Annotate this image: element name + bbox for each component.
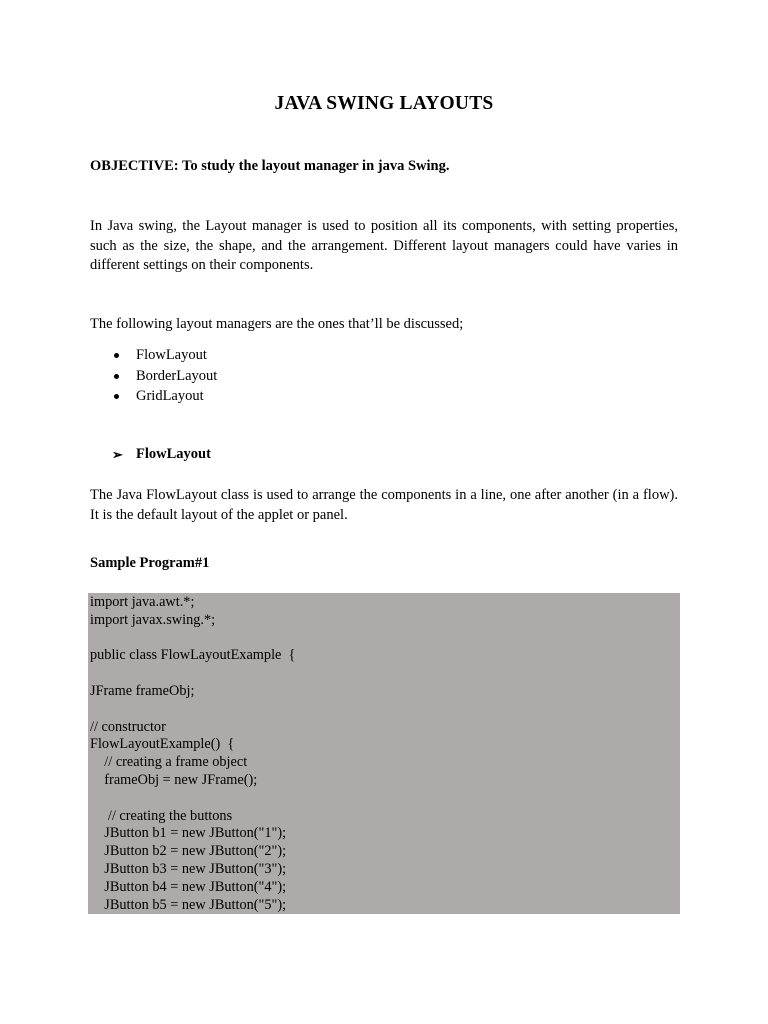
code-line [90, 665, 680, 683]
code-line: JButton b4 = new JButton("4"); [90, 878, 287, 895]
objective-heading: OBJECTIVE: To study the layout manager in java Swing. [90, 158, 450, 174]
list-item [90, 345, 217, 366]
code-line [90, 630, 680, 648]
flowlayout-description: The Java FlowLayout class is used to arrange the components in a line, one after another (in a flow). It is the default layout of the applet or panel. [90, 487, 678, 523]
code-line: JButton b3 = new JButton("3"); [90, 860, 287, 877]
list-item-label: BorderLayout [136, 367, 218, 384]
code-line: JButton b1 = new JButton("1"); [90, 825, 287, 842]
code-line: import javax.swing.*; [90, 611, 216, 628]
list-item-label: GridLayout [136, 388, 204, 404]
flowlayout-heading [112, 446, 211, 463]
code-line: // creating a frame object [90, 754, 248, 771]
code-line: // constructor [90, 718, 166, 735]
list-item [90, 366, 217, 387]
code-line: FlowLayoutExample() { [90, 736, 235, 753]
code-line: public class FlowLayoutExample { [90, 647, 296, 664]
code-line: JFrame frameObj; [90, 682, 195, 699]
code-line [90, 790, 680, 808]
code-line: import java.awt.*; [90, 594, 195, 610]
code-line: JButton b2 = new JButton("2"); [90, 843, 287, 860]
bullet-dot-icon [114, 353, 119, 358]
code-line: frameObj = new JFrame(); [90, 771, 258, 788]
code-line: JButton b5 = new JButton("5"); [90, 896, 287, 913]
code-line: // creating the buttons [90, 807, 233, 824]
arrowhead-icon: ➢ [112, 446, 123, 462]
bullet-dot-icon [114, 374, 119, 379]
layout-list [90, 345, 217, 407]
code-block [88, 593, 680, 914]
bullet-dot-icon [114, 394, 119, 399]
sample-program-heading: Sample Program#1 [90, 555, 210, 571]
flowlayout-heading-label: FlowLayout [136, 446, 211, 462]
list-item-label: FlowLayout [136, 347, 207, 363]
following-paragraph: The following layout managers are the ones that’ll be discussed; [90, 316, 464, 332]
list-item [90, 386, 217, 407]
code-line [90, 701, 680, 719]
intro-paragraph: In Java swing, the Layout manager is used to position all its components, with setting properties, such as the size, the shape, and the arrangement. Different layout managers could have varies in different settings on their components. [90, 218, 678, 273]
page-title: JAVA SWING LAYOUTS [274, 93, 494, 114]
